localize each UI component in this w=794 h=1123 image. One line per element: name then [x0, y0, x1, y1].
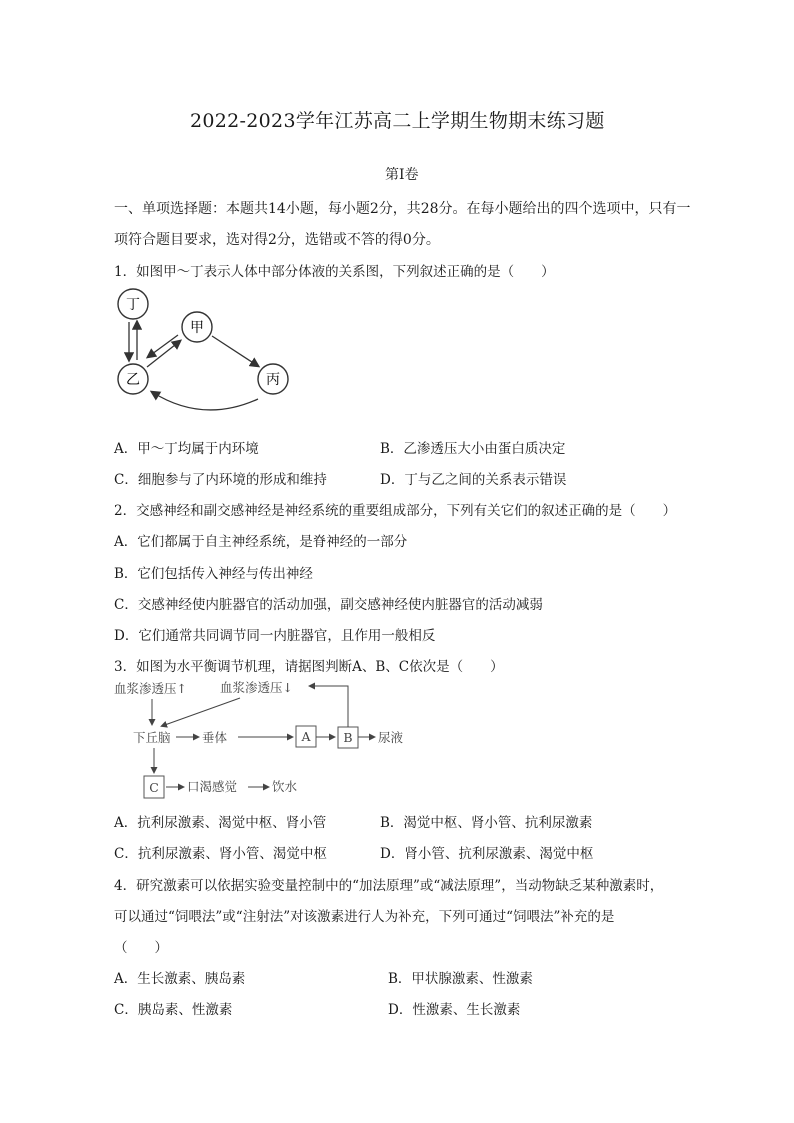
- q1-option-b: B．乙渗透压大小由蛋白质决定: [380, 441, 566, 457]
- q1-body-fluid-diagram: [108, 284, 308, 420]
- q4-option-a: A．生长激素、胰岛素: [114, 971, 246, 987]
- q3-drink: 饮水: [272, 779, 298, 794]
- q1-node-ding-label: 丁: [126, 297, 140, 313]
- q1-stem: 1．如图甲～丁表示人体中部分体液的关系图，下列叙述正确的是（ ）: [114, 264, 555, 280]
- q4-stem-line3: （ ）: [114, 940, 168, 956]
- q2-stem: 2．交感神经和副交感神经是神经系统的重要组成部分，下列有关它们的叙述正确的是（ ）: [114, 503, 677, 519]
- q3-option-d: D．肾小管、抗利尿激素、渴觉中枢: [380, 846, 594, 862]
- q2-option-a: A．它们都属于自主神经系统，是脊神经的一部分: [114, 534, 408, 550]
- q1-node-bing-label: 丙: [266, 372, 280, 388]
- q3-plasma-osmotic-up: 血浆渗透压↑: [114, 681, 187, 696]
- q3-option-a: A．抗利尿激素、渴觉中枢、肾小管: [114, 815, 327, 831]
- q3-option-c: C．抗利尿激素、肾小管、渴觉中枢: [114, 846, 327, 862]
- q3-option-b: B．渴觉中枢、肾小管、抗利尿激素: [380, 815, 593, 831]
- q3-thirst: 口渴感觉: [187, 779, 238, 794]
- page-title: 2022-2023学年江苏高二上学期生物期末练习题: [190, 110, 605, 132]
- q1-option-a: A．甲～丁均属于内环境: [114, 441, 259, 457]
- section-instructions-line2: 项符合题目要求，选对得2分，选错或不答的得0分。: [114, 232, 440, 248]
- q4-option-c: C．胰岛素、性激素: [114, 1002, 233, 1018]
- q3-arrow-down-to-hypothalamus: [162, 698, 240, 726]
- q2-option-c: C．交感神经使内脏器官的活动加强，副交感神经使内脏器官的活动减弱: [114, 597, 543, 613]
- q2-option-b: B．它们包括传入神经与传出神经: [114, 566, 313, 582]
- q1-arrow-jia-to-bing: [212, 336, 258, 366]
- q3-box-c-label: C: [149, 780, 159, 795]
- q3-arrow-b-feedback: [310, 686, 348, 727]
- q1-node-jia-label: 甲: [190, 320, 204, 336]
- q1-option-d: D．丁与乙之间的关系表示错误: [380, 472, 567, 488]
- q3-stem: 3．如图为水平衡调节机理，请据图判断A、B、C依次是（ ）: [114, 659, 504, 675]
- q3-hypothalamus: 下丘脑: [133, 730, 171, 745]
- section-instructions-line1: 一、单项选择题：本题共14小题，每小题2分，共28分。在每小题给出的四个选项中，只有一: [114, 201, 691, 217]
- q3-box-a-label: A: [301, 729, 311, 744]
- q3-pituitary: 垂体: [202, 730, 228, 745]
- q3-urine: 尿液: [378, 730, 404, 745]
- q3-box-b-label: B: [343, 730, 353, 745]
- q4-stem-line1: 4．研究激素可以依据实验变量控制中的“加法原理”或“减法原理”，当动物缺乏某种激素时，: [114, 878, 664, 894]
- q4-option-b: B．甲状腺激素、性激素: [388, 971, 533, 987]
- q1-option-c: C．细胞参与了内环境的形成和维持: [114, 472, 327, 488]
- q3-plasma-osmotic-down: 血浆渗透压↓: [220, 680, 293, 695]
- q3-water-balance-diagram: [110, 676, 420, 806]
- q2-option-d: D．它们通常共同调节同一内脏器官，且作用一般相反: [114, 628, 436, 644]
- q1-node-yi-label: 乙: [126, 372, 140, 388]
- q4-option-d: D．性激素、生长激素: [388, 1002, 521, 1018]
- q1-arrow-bing-to-yi: [152, 392, 258, 410]
- volume-heading: 第Ⅰ卷: [385, 167, 419, 183]
- q4-stem-line2: 可以通过“饲喂法”或“注射法”对该激素进行人为补充，下列可通过“饲喂法”补充的是: [114, 909, 615, 925]
